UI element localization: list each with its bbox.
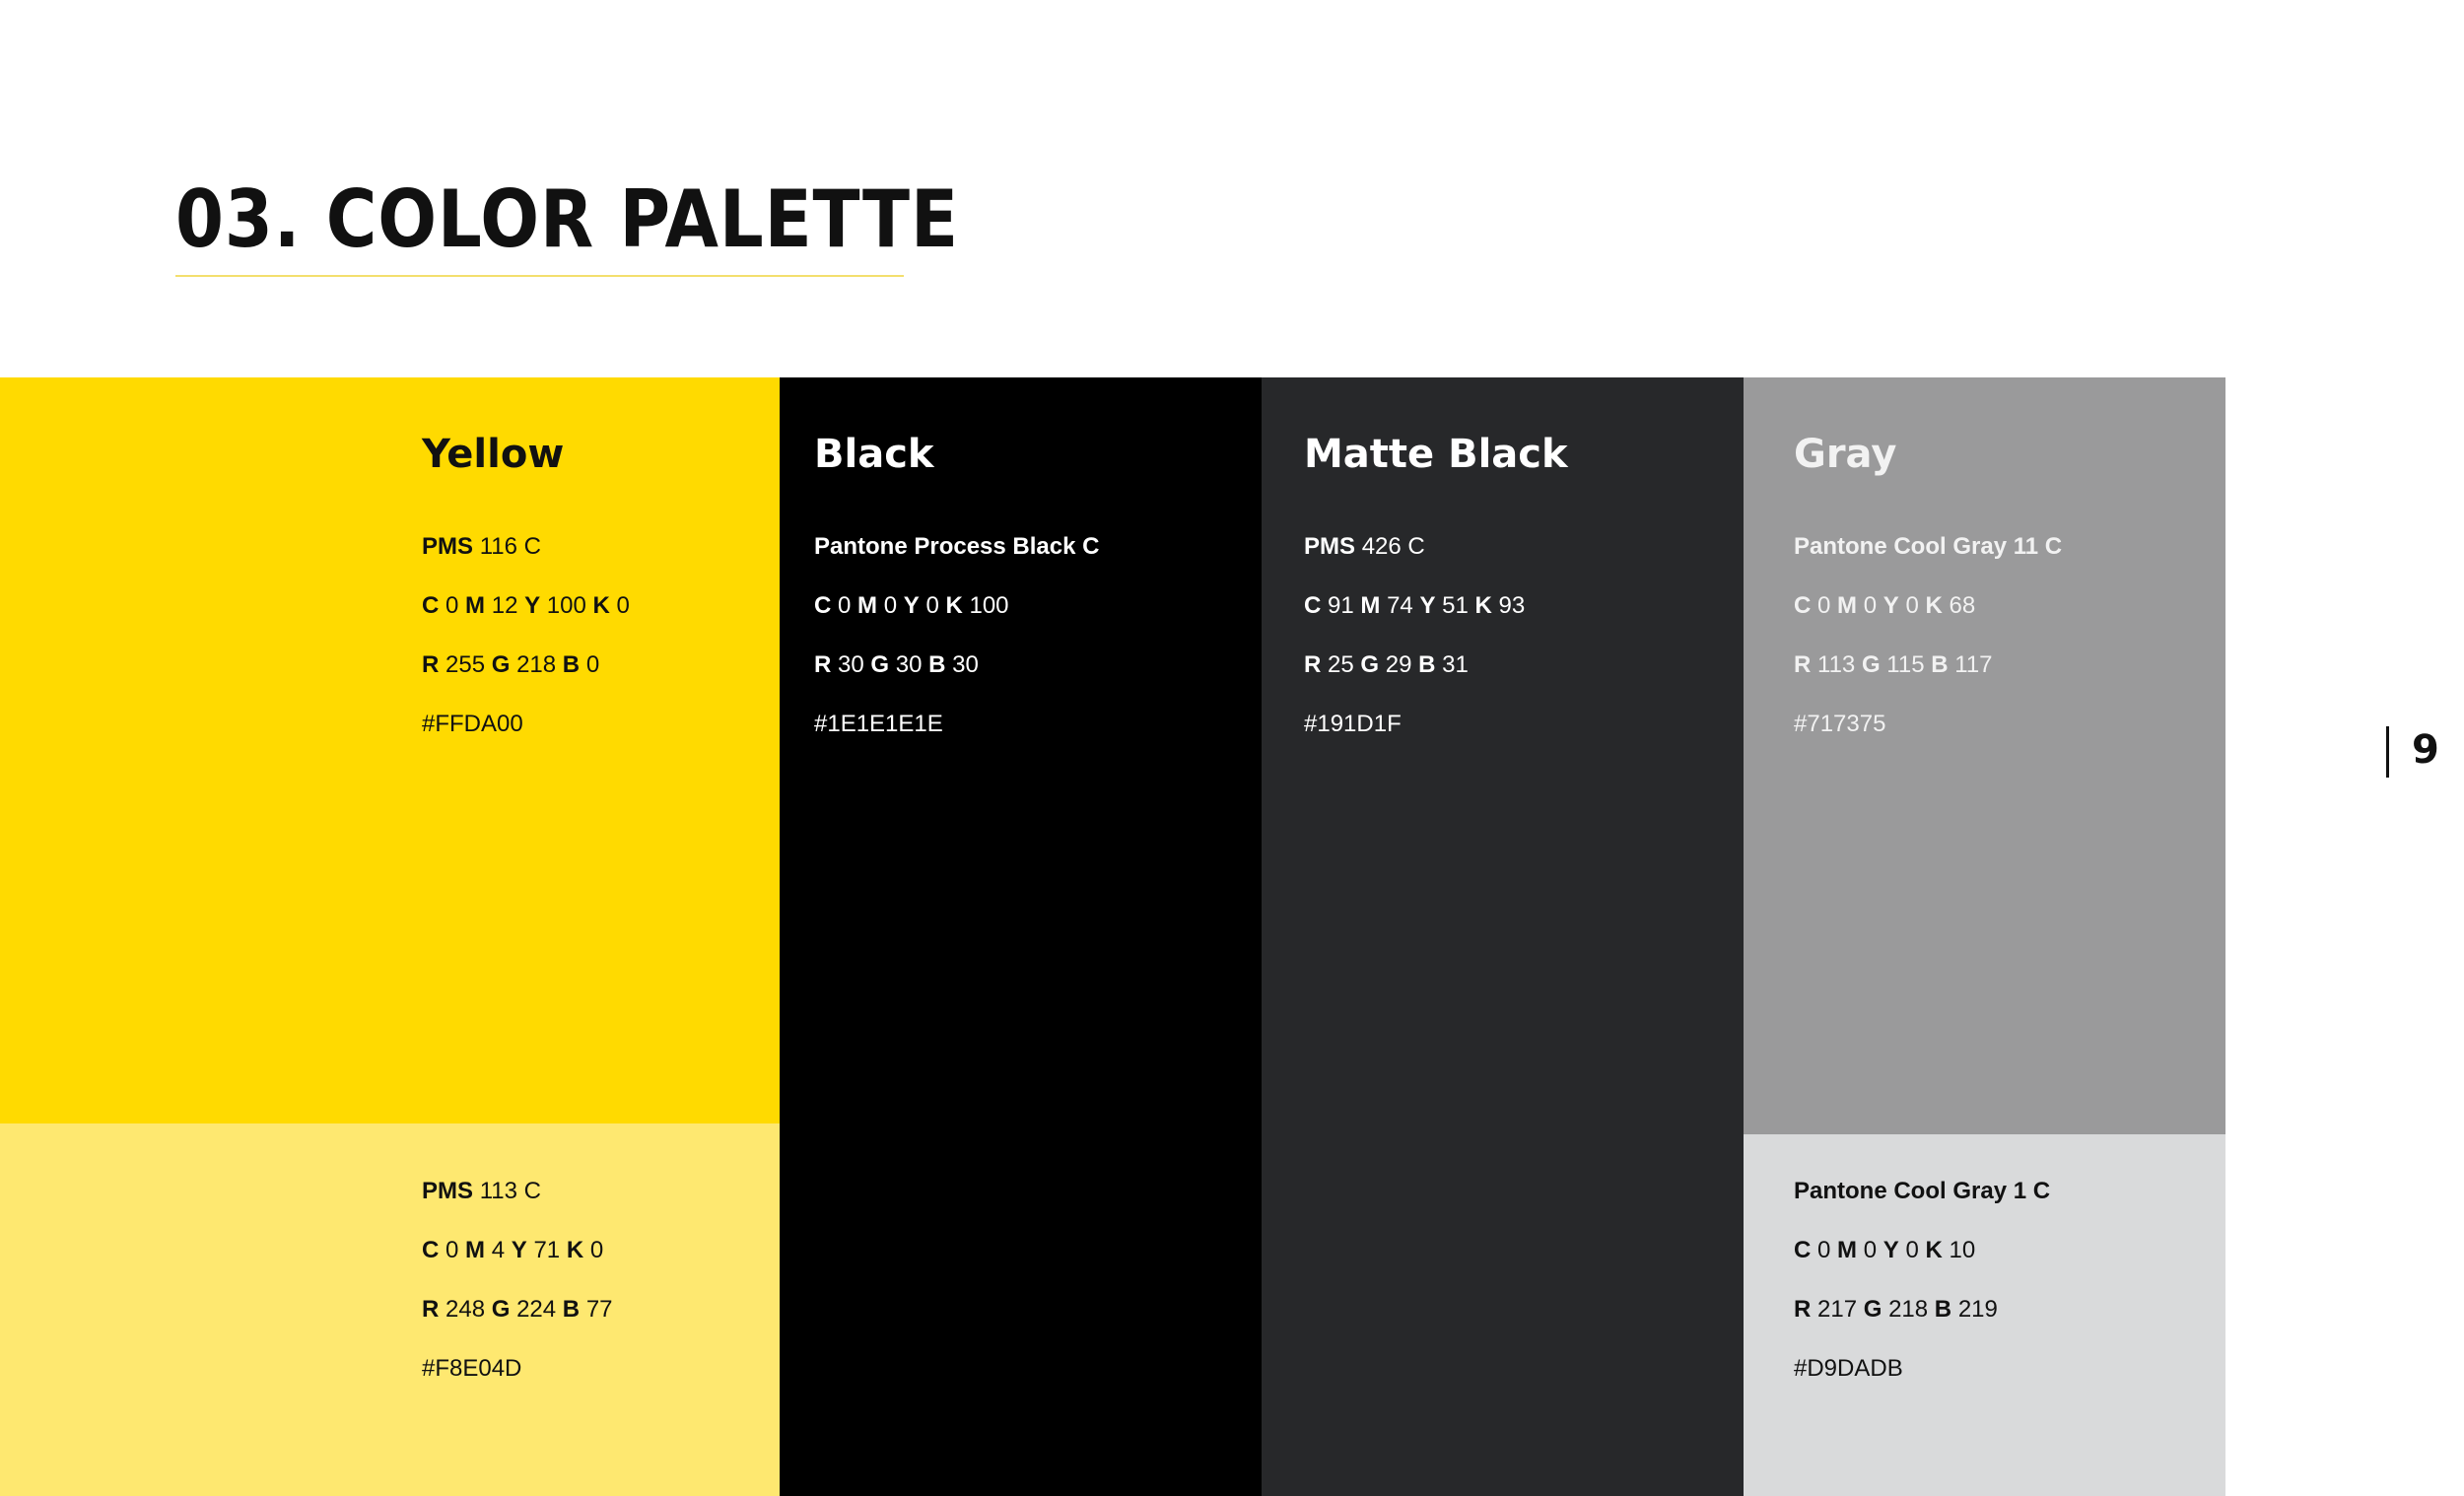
- pantone-line: Pantone Cool Gray 11 C: [1794, 533, 2063, 560]
- light-yellow-swatch: [0, 1123, 780, 1496]
- pantone-line: Pantone Cool Gray 1 C: [1794, 1178, 2051, 1204]
- pms-line: PMS 116 C: [422, 533, 541, 560]
- hex-line: #F8E04D: [422, 1355, 522, 1382]
- rgb-line: R 248 G 224 B 77: [422, 1296, 613, 1323]
- page-number: 9: [2412, 727, 2439, 773]
- cmyk-line: C 0 M 12 Y 100 K 0: [422, 592, 630, 619]
- rgb-line: R 113 G 115 B 117: [1794, 651, 1993, 678]
- yellow-swatch: [0, 377, 780, 1123]
- rgb-line: R 255 G 218 B 0: [422, 651, 600, 678]
- hex-line: #1E1E1E1E: [814, 711, 943, 737]
- pms-line: PMS 113 C: [422, 1178, 541, 1204]
- cmyk-line: C 0 M 0 Y 0 K 100: [814, 592, 1009, 619]
- title-underline: [175, 275, 904, 277]
- pantone-line: Pantone Process Black C: [814, 533, 1100, 560]
- hex-line: #FFDA00: [422, 711, 523, 737]
- cmyk-line: C 0 M 0 Y 0 K 10: [1794, 1237, 1976, 1263]
- page-number-divider: [2386, 726, 2389, 778]
- cmyk-line: C 0 M 0 Y 0 K 68: [1794, 592, 1976, 619]
- hex-line: #D9DADB: [1794, 1355, 1903, 1382]
- page-title: 03. COLOR PALETTE: [175, 173, 959, 265]
- pms-line: PMS 426 C: [1304, 533, 1425, 560]
- swatch-name: Matte Black: [1304, 432, 1568, 477]
- hex-line: #191D1F: [1304, 711, 1402, 737]
- cmyk-line: C 91 M 74 Y 51 K 93: [1304, 592, 1526, 619]
- rgb-line: R 30 G 30 B 30: [814, 651, 979, 678]
- swatch-name: Yellow: [422, 432, 565, 477]
- rgb-line: R 25 G 29 B 31: [1304, 651, 1469, 678]
- hex-line: #717375: [1794, 711, 1886, 737]
- gray-swatch: [1744, 377, 2225, 1134]
- rgb-line: R 217 G 218 B 219: [1794, 1296, 1998, 1323]
- swatch-name: Black: [814, 432, 934, 477]
- cmyk-line: C 0 M 4 Y 71 K 0: [422, 1237, 604, 1263]
- swatch-name: Gray: [1794, 432, 1897, 477]
